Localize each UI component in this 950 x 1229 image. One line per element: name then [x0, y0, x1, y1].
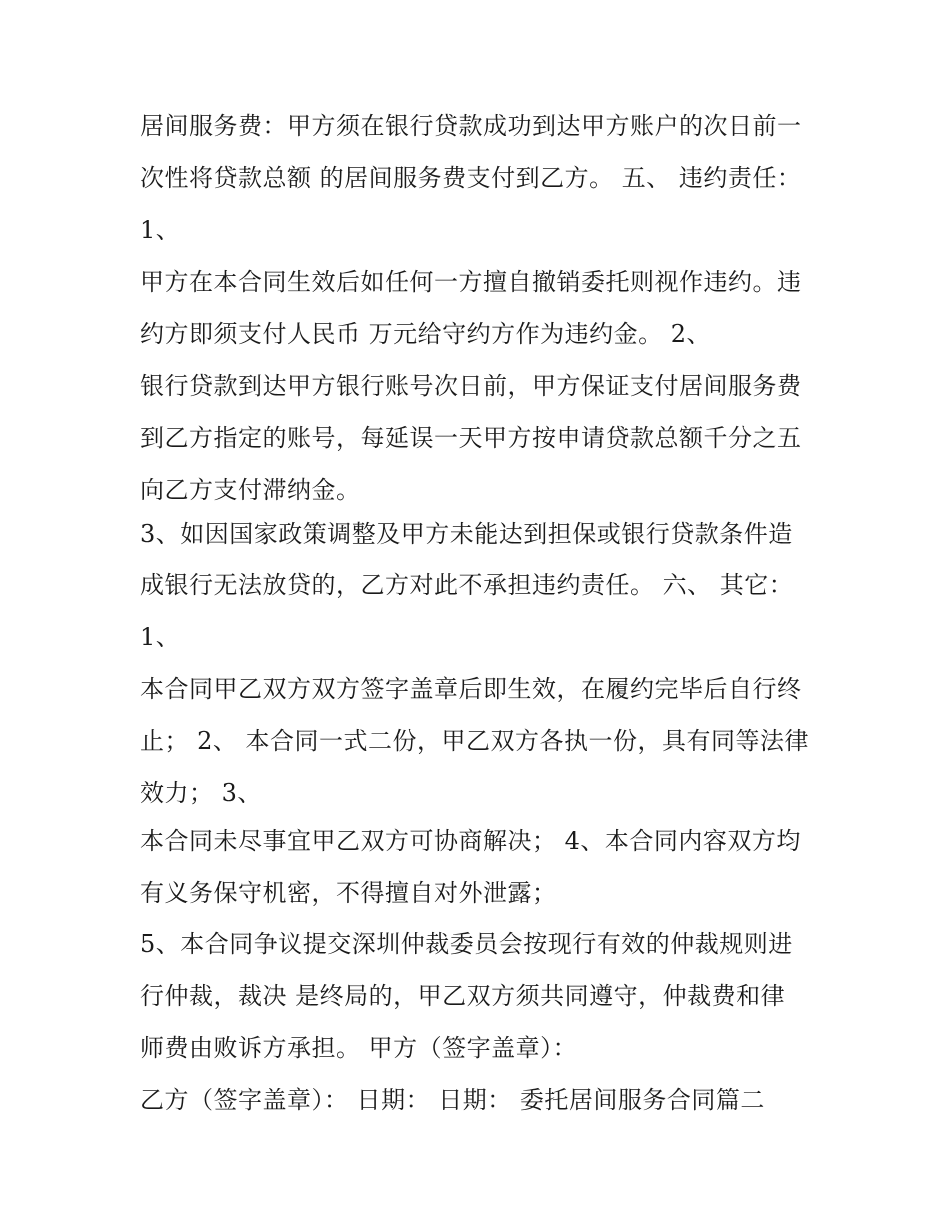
text-line: 成银行无法放贷的，乙方对此不承担违约责任。 六、 其它：: [140, 571, 794, 599]
text-line: 银行贷款到达甲方银行账号次日前，甲方保证支付居间服务费: [140, 372, 802, 400]
text-line: 有义务保守机密，不得擅自对外泄露；: [140, 879, 557, 907]
text-line: 效力； 3、: [140, 779, 262, 807]
text-line: 乙方（签字盖章）： 日期： 日期： 委托居间服务合同篇二: [140, 1086, 765, 1114]
text-line: 止； 2、 本合同一式二份，甲乙双方各执一份，具有同等法律: [140, 727, 810, 755]
text-line: 向乙方支付滞纳金。: [140, 476, 361, 504]
text-line: 本合同未尽事宜甲乙双方可协商解决； 4、本合同内容双方均: [140, 827, 801, 855]
text-line: 约方即须支付人民币 万元给守约方作为违约金。 2、: [140, 320, 712, 348]
text-line: 1、: [140, 623, 181, 651]
text-line: 师费由败诉方承担。 甲方（签字盖章）：: [140, 1034, 578, 1062]
text-line: 本合同甲乙双方双方签字盖章后即生效，在履约完毕后自行终: [140, 675, 802, 703]
text-line: 居间服务费：甲方须在银行贷款成功到达甲方账户的次日前一: [140, 112, 802, 140]
text-line: 5、本合同争议提交深圳仲裁委员会按现行有效的仲裁规则进: [140, 930, 793, 958]
text-line: 行仲裁，裁决 是终局的，甲乙双方须共同遵守，仲裁费和律: [140, 982, 786, 1010]
text-line: 甲方在本合同生效后如任何一方擅自撤销委托则视作违约。违: [140, 268, 802, 296]
text-line: 1、: [140, 216, 181, 244]
text-line: 次性将贷款总额 的居间服务费支付到乙方。 五、 违约责任：: [140, 164, 802, 192]
text-line: 到乙方指定的账号，每延误一天甲方按申请贷款总额千分之五: [140, 424, 802, 452]
text-line: 3、如因国家政策调整及甲方未能达到担保或银行贷款条件造: [140, 520, 793, 548]
